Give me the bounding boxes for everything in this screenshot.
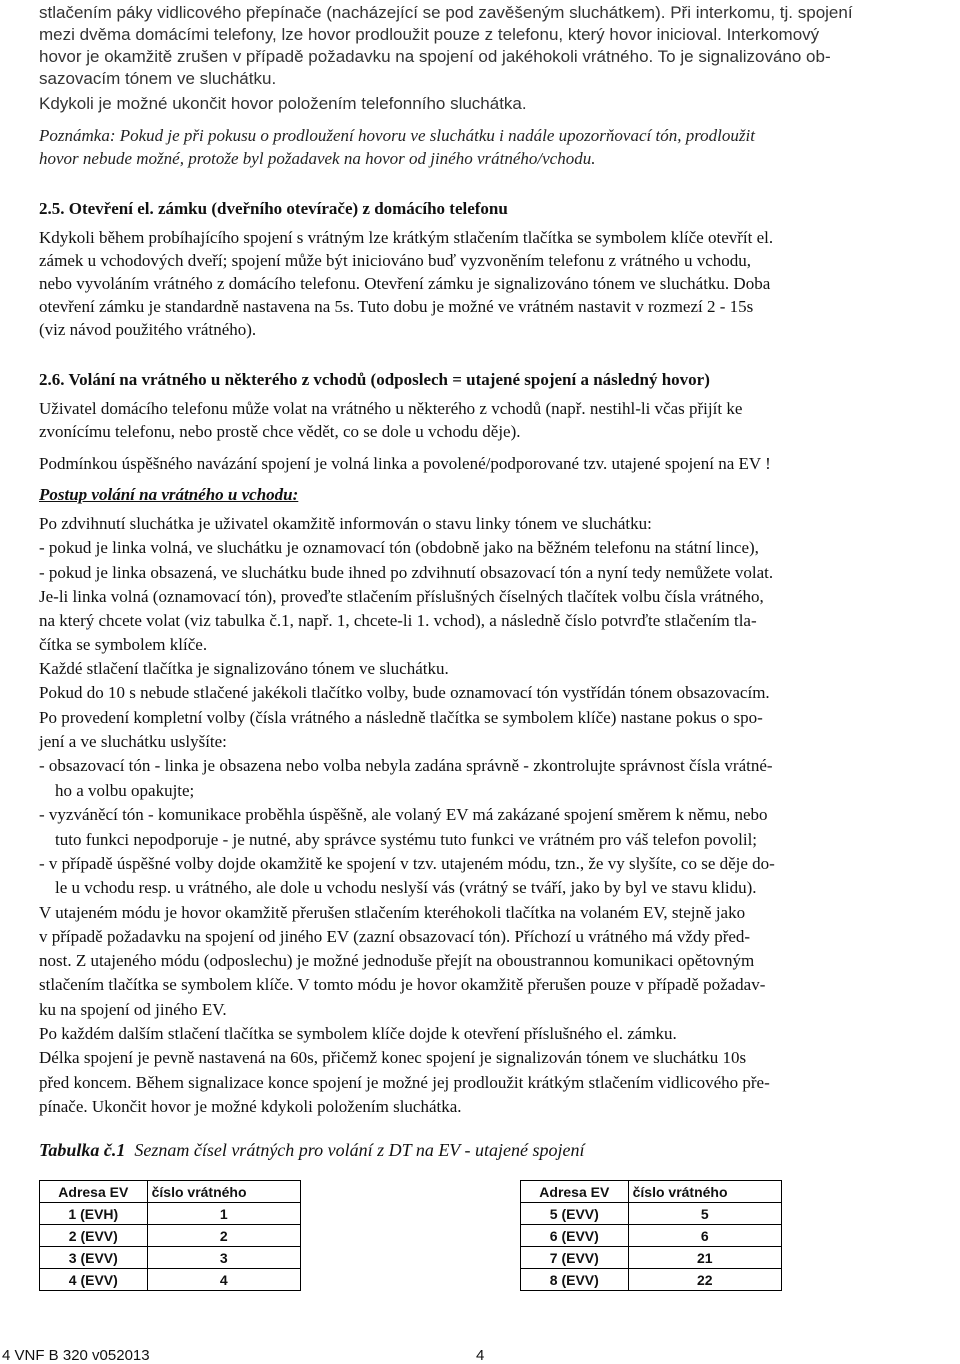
body-line: Je-li linka volná (oznamovací tón), proveďte stlačením příslušných číselných tlačítek volbu čísla vrátného, — [39, 587, 764, 606]
body-line: Kdykoli je možné ukončit hovor položením telefonního sluchátka. — [39, 94, 527, 113]
body-line: Po každém dalším stlačení tlačítka se symbolem klíče dojde k otevření příslušného el. zámku. — [39, 1024, 677, 1043]
table-row — [40, 1203, 301, 1225]
table-row — [521, 1203, 782, 1225]
note-line: hovor nebude možné, protože byl požadavek na hovor od jiného vrátného/vchodu. — [39, 149, 596, 168]
body-line: nebo vyvoláním vrátného z domácího telefonu. Otevření zámku je signalizováno tónem ve sluchátku. Doba — [39, 274, 771, 293]
body-line: Kdykoli během probíhajícího spojení s vrátným lze krátkým stlačením tlačítka se symbolem klíče otevřít el. — [39, 228, 774, 247]
header-cell: číslo vrátného — [628, 1181, 781, 1203]
table-cell: 5 — [628, 1203, 781, 1225]
body-line: hovor je okamžitě zrušen v případě požadavku na spojení od jakéhokoli vrátného. To je signalizováno ob- — [39, 47, 831, 66]
body-line: - vyzváněcí tón - komunikace proběhla úspěšně, ale volaný EV má zakázané spojení směrem k němu, nebo — [39, 805, 768, 824]
body-line: Po zdvihnutí sluchátka je uživatel okamžitě informován o stavu linky tónem ve sluchátku: — [39, 514, 652, 533]
body-line: ho a volbu opakujte; — [55, 781, 195, 800]
table-cell: 7 (EVV) — [521, 1247, 629, 1269]
body-line: tuto funkci nepodporuje - je nutné, aby správce systému tuto funkci ve vrátném pro váš telefon povolil; — [55, 830, 758, 849]
section-heading-2-6: 2.6. Volání na vrátného u některého z vchodů (odposlech = utajené spojení a následný hovor) — [39, 370, 710, 389]
header-cell: Adresa EV — [521, 1181, 629, 1203]
body-line: (viz návod použitého vrátného). — [39, 320, 257, 339]
table-cell: 6 (EVV) — [521, 1225, 629, 1247]
table-cell: 6 — [628, 1225, 781, 1247]
body-line: - pokud je linka volná, ve sluchátku je oznamovací tón (obdobně jako na běžném telefonu na státní lince), — [39, 538, 759, 557]
note-line: Poznámka: Pokud je při pokusu o prodloužení hovoru ve sluchátku i nadále upozorňovací tón, prodloužit — [39, 126, 755, 145]
table-header-row — [40, 1181, 301, 1203]
body-line: stlačením tlačítka se symbolem klíče. V tomto módu je hovor okamžitě přerušen pouze v případě požadav- — [39, 975, 766, 994]
body-line: otevření zámku je standardně nastavena na 5s. Tuto dobu je možné ve vrátném nastavit v rozmezí 2 - 15s — [39, 297, 754, 316]
table-cell: 21 — [628, 1247, 781, 1269]
table-cell: 22 — [628, 1269, 781, 1291]
footer-doc-id: 4 VNF B 320 v052013 — [2, 1347, 150, 1364]
header-cell: Adresa EV — [40, 1181, 148, 1203]
table-header-row — [521, 1181, 782, 1203]
body-line: Po provedení kompletní volby (čísla vrátného a následně tlačítka se symbolem klíče) nastane pokus o spo- — [39, 708, 763, 727]
body-line: mezi dvěma domácími telefony, lze hovor prodloužit pouze z telefonu, který hovor inicioval. Interkomový — [39, 25, 820, 44]
table-cell: 1 (EVH) — [40, 1203, 148, 1225]
body-line: zvonícímu telefonu, nebo prostě chce vědět, co se dole u vchodu děje). — [39, 422, 521, 441]
body-line: čítka se symbolem klíče. — [39, 635, 208, 654]
table-row — [40, 1225, 301, 1247]
body-line: v případě požadavku na spojení od jiného EV (zazní obsazovací tón). Příchozí u vrátného má vždy před- — [39, 927, 751, 946]
table-row — [40, 1247, 301, 1269]
table-row — [521, 1269, 782, 1291]
procedure-title: Postup volání na vrátného u vchodu: — [39, 485, 299, 504]
section-heading-2-5: 2.5. Otevření el. zámku (dveřního otevírače) z domácího telefonu — [39, 199, 508, 218]
table-cell: 5 (EVV) — [521, 1203, 629, 1225]
address-table-left — [39, 1180, 301, 1291]
table-cell: 4 (EVV) — [40, 1269, 148, 1291]
body-line: - v případě úspěšné volby dojde okamžitě ke spojení v tzv. utajeném módu, tzn., že vy slyšíte, co se děje do- — [39, 854, 775, 873]
table-caption-label: Tabulka č.1 — [39, 1140, 126, 1160]
body-line: zámek u vchodových dveří; spojení může být iniciováno buď vyzvoněním telefonu z vrátného u vchodu, — [39, 251, 752, 270]
body-line: pínače. Ukončit hovor je možné kdykoli položením sluchátka. — [39, 1097, 462, 1116]
table-row — [521, 1225, 782, 1247]
body-line: nost. Z utajeného módu (odposlechu) je možné jednoduše přejít na oboustrannou komunikaci opětovným — [39, 951, 755, 970]
body-line: stlačením páky vidlicového přepínače (nacházející se pod zavěšeným sluchátkem). Při interkomu, tj. spojení — [39, 3, 853, 22]
table-cell: 3 — [147, 1247, 300, 1269]
address-table-right — [520, 1180, 782, 1291]
table-cell: 2 — [147, 1225, 300, 1247]
table-cell: 2 (EVV) — [40, 1225, 148, 1247]
body-line: jení a ve sluchátku uslyšíte: — [39, 732, 227, 751]
body-line: na který chcete volat (viz tabulka č.1, např. 1, chcete-li 1. vchod), a následně číslo potvrďte stlačením tla- — [39, 611, 757, 630]
body-line: před koncem. Během signalizace konce spojení je možné jej prodloužit krátkým stlačením vidlicového pře- — [39, 1073, 770, 1092]
body-line: ku na spojení od jiného EV. — [39, 1000, 227, 1019]
table-cell: 1 — [147, 1203, 300, 1225]
body-line: Každé stlačení tlačítka je signalizováno tónem ve sluchátku. — [39, 659, 449, 678]
body-line: le u vchodu resp. u vrátného, ale dole u vchodu neslyší vás (vrátný se tváří, jako by byl ve stavu klidu). — [55, 878, 757, 897]
header-cell: číslo vrátného — [147, 1181, 300, 1203]
table-cell: 8 (EVV) — [521, 1269, 629, 1291]
table-caption — [39, 1139, 584, 1161]
body-line: Délka spojení je pevně nastavená na 60s, přičemž konec spojení je signalizován tónem ve sluchátku 10s — [39, 1048, 747, 1067]
body-line: Pokud do 10 s nebude stlačené jakékoli tlačítko volby, bude oznamovací tón vystřídán tónem obsazovacím. — [39, 683, 770, 702]
table-row — [40, 1269, 301, 1291]
footer-page-number: 4 — [476, 1347, 485, 1364]
body-line: Uživatel domácího telefonu může volat na vrátného u některého z vchodů (např. nestihl-li včas přijít ke — [39, 399, 743, 418]
condition-line: Podmínkou úspěšného navázání spojení je volná linka a povolené/podporované tzv. utajené spojení na EV ! — [39, 454, 771, 473]
table-cell: 4 — [147, 1269, 300, 1291]
body-line: sazovacím tónem ve sluchátku. — [39, 69, 277, 88]
table-caption-text: Seznam čísel vrátných pro volání z DT na EV - utajené spojení — [134, 1140, 585, 1160]
body-line: - obsazovací tón - linka je obsazena nebo volba nebyla zadána správně - zkontrolujte správnost čísla vrátné- — [39, 756, 773, 775]
body-line: - pokud je linka obsazená, ve sluchátku bude ihned po zdvihnutí obsazovací tón a nyní tedy nemůžete volat. — [39, 563, 774, 582]
table-cell: 3 (EVV) — [40, 1247, 148, 1269]
table-row — [521, 1247, 782, 1269]
body-line: V utajeném módu je hovor okamžitě přerušen stlačením kteréhokoli tlačítka na volaném EV, stejně jako — [39, 903, 746, 922]
